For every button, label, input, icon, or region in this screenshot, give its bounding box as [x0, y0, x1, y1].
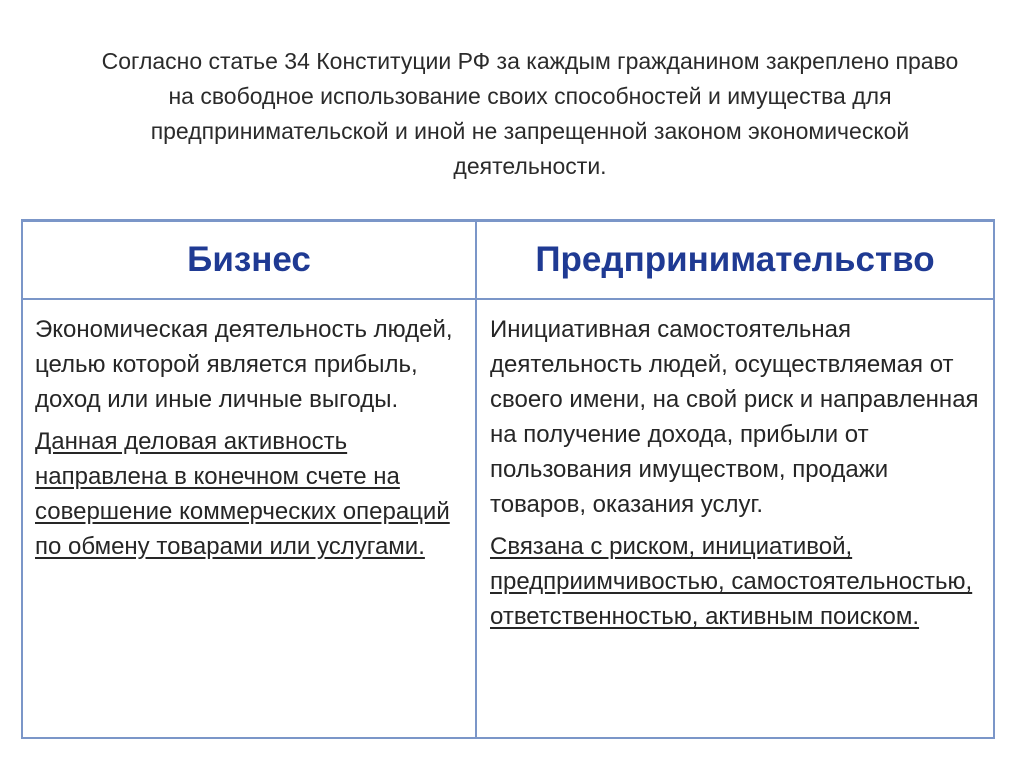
comparison-table — [21, 219, 995, 739]
header-entrepreneurship: Предпринимательство — [476, 221, 994, 300]
business-definition: Экономическая деятельность людей, целью которой является прибыль, доход или иные личные выгоды. — [35, 316, 453, 413]
header-business: Бизнес — [22, 221, 476, 300]
business-note: Данная деловая активность направлена в конечном счете на совершение коммерческих операций по обмену товарами или услугами. — [35, 428, 450, 560]
intro-text: Согласно статье 34 Конституции РФ за каждым гражданином закреплено право на свободное использование своих способностей и имущества для предпринимательской и иной не запрещенной законом экономической деятельности. — [101, 48, 959, 179]
entrepreneurship-definition: Инициативная самостоятельная деятельность людей, осуществляемая от своего имени, на свой риск и направленная на получение дохода, прибыли от пользования имуществом, продажи товаров, оказания услуг. — [490, 316, 979, 518]
entrepreneurship-note: Связана с риском, инициативой, предприимчивостью, самостоятельностью, ответственностью, активным поиском. — [490, 533, 973, 630]
table-body-row — [22, 299, 994, 738]
entrepreneurship-cell — [476, 299, 994, 738]
table-header-row — [22, 221, 994, 300]
business-cell — [22, 299, 476, 738]
